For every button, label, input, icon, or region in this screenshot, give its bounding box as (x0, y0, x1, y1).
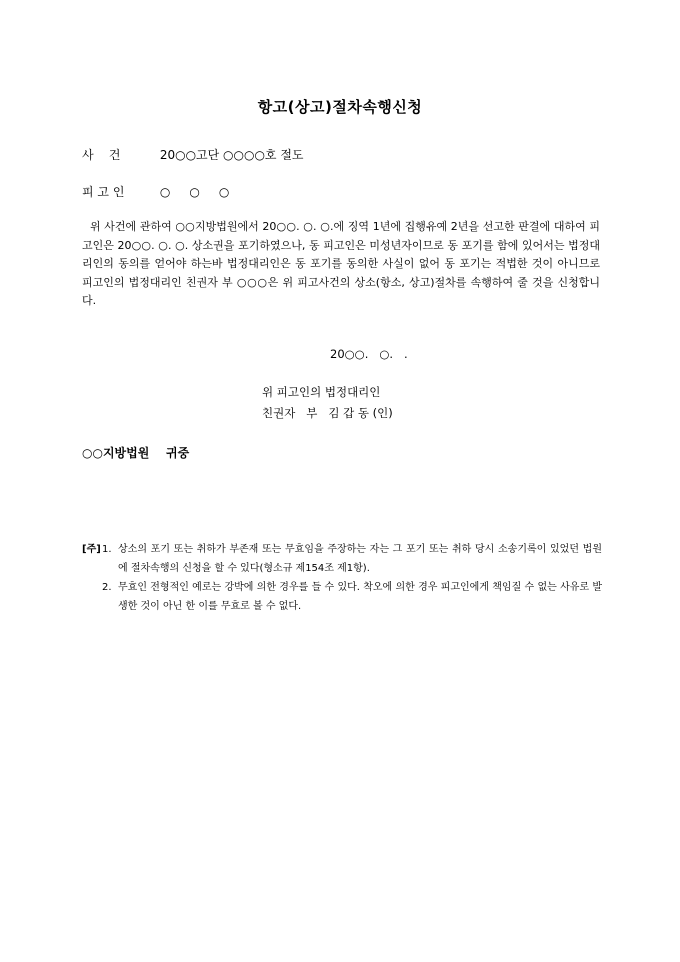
note-item-2 (82, 578, 602, 616)
signer-line-2: 친권자 부 김 갑 동 (인) (262, 406, 393, 420)
defendant-value: ○ ○ ○ (159, 185, 230, 199)
note-number: 1. (102, 544, 112, 555)
note-item-1 (82, 540, 602, 578)
note-text: 상소의 포기 또는 취하가 부존재 또는 무효임을 주장하는 자는 그 포기 또는 취하 당시 소송기록이 있었던 법원에 절차속행의 신청을 할 수 있다(형소규 제154조 제1항). (118, 544, 602, 574)
case-value: 20○○고단 ○○○○호 절도 (159, 148, 304, 162)
case-row (82, 146, 304, 163)
defendant-label: 피 고 인 (82, 185, 125, 199)
court-addressee: ○○지방법원 귀중 (82, 446, 190, 460)
notes-section (82, 540, 602, 616)
signer-line-1: 위 피고인의 법정대리인 (262, 385, 381, 399)
application-date: 20○○. ○. . (330, 347, 408, 361)
note-text: 무효인 전형적인 예로는 강박에 의한 경우를 들 수 있다. 착오에 의한 경우 피고인에게 책임질 수 없는 사유로 발생한 것이 아닌 한 이를 무효로 볼 수 없다. (118, 582, 602, 612)
notes-marker: [주] (82, 544, 101, 555)
case-label: 사 건 (82, 148, 121, 162)
document-title: 항고(상고)절차속행신청 (257, 98, 423, 116)
defendant-row (82, 183, 229, 200)
note-number: 2. (102, 582, 112, 593)
application-body: 위 사건에 관하여 ○○지방법원에서 20○○. ○. ○.에 징역 1년에 집행유예 2년을 선고한 판결에 대하여 피고인은 20○○. ○. ○. 상소권을 포기하였으나, 동 피고인은 미성년자이므로 동 포기를 함에 있어서는 법정대리인의 동의를 얻어야 하는바 법정대리인은 동 포기를 동의한 사실이 없어 동 포기는 적법한 것이 아니므로 피고인의 법정대리인 친권자 부 ○○○은 위 피고사건의 상소(항소, 상고)절차를 속행하여 줄 것을 신청합니다. (82, 220, 600, 308)
